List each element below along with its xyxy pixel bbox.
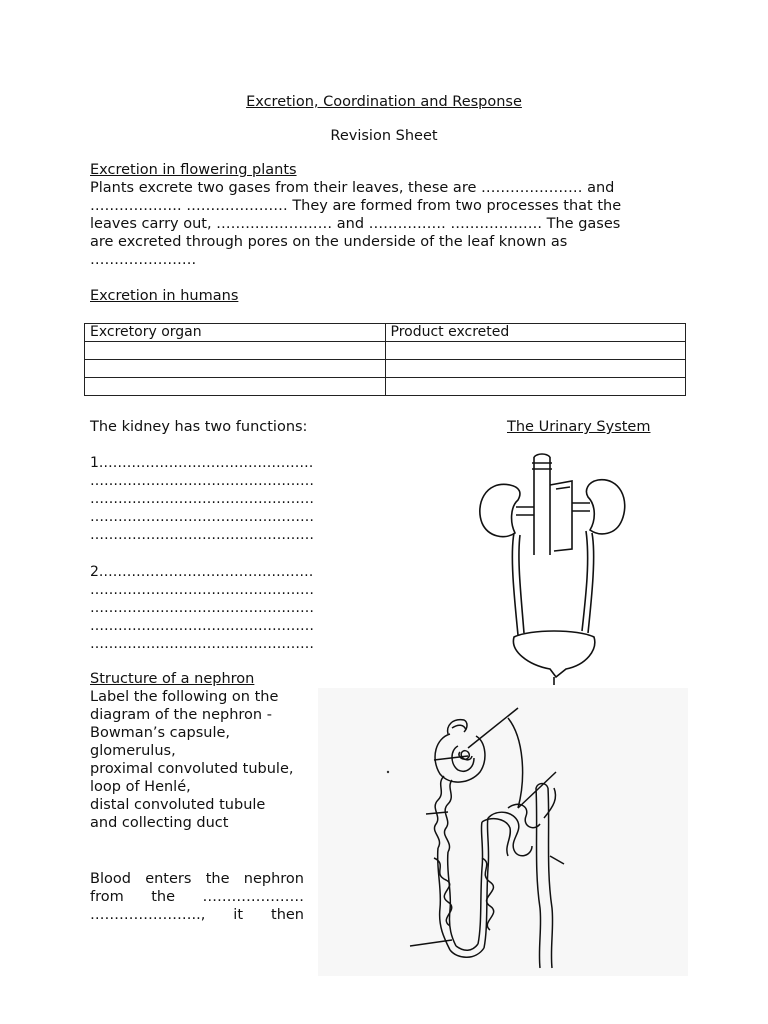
table-cell-product (385, 378, 686, 396)
column-header-organ: Excretory organ (85, 324, 386, 342)
table-row (85, 378, 686, 396)
table-cell-organ (85, 378, 386, 396)
blood-text-line-2: from the ………………… (90, 889, 304, 905)
excretion-table (84, 323, 686, 396)
table-header-row (85, 324, 686, 342)
kidney-function-2-lines: 2.……………………………………… ………………………………………… ………………………………………… ………………………………………… ………………………………………… (90, 564, 314, 652)
table-cell-product (385, 342, 686, 360)
nephron-heading: Structure of a nephron (90, 671, 255, 687)
table-cell-product (385, 360, 686, 378)
plants-paragraph: Plants excrete two gases from their leaves, these are ………………… and ………………. ………………… They are formed from two processes that the leaves carry out, …………………… and ……………. ………………. The gases are excreted through pores on the underside of the leaf known as …………………. (90, 180, 622, 268)
nephron-diagram (318, 688, 688, 976)
kidney-function-1-lines: 1.……………………………………… ………………………………………… ………………………………………… ………………………………………… ………………………………………… (90, 455, 314, 543)
page-title: Excretion, Coordination and Response (246, 94, 522, 110)
page-subtitle: Revision Sheet (330, 128, 438, 144)
blood-text-line-1: Blood enters the nephron (90, 871, 304, 887)
nephron-instructions: Label the following on the diagram of the nephron - Bowman’s capsule, glomerulus, proximal convoluted tubule, loop of Henlé, distal convoluted tubule and collecting duct (90, 689, 294, 831)
urinary-system-heading: The Urinary System (507, 419, 651, 435)
column-header-product: Product excreted (385, 324, 686, 342)
table-row (85, 360, 686, 378)
table-row (85, 342, 686, 360)
kidney-intro: The kidney has two functions: (90, 419, 308, 435)
humans-heading: Excretion in humans (90, 288, 239, 304)
table-cell-organ (85, 342, 386, 360)
plants-heading: Excretion in flowering plants (90, 162, 297, 178)
table-cell-organ (85, 360, 386, 378)
urinary-system-diagram (470, 445, 640, 685)
blood-text-line-3: ………………….., it then (90, 907, 304, 923)
